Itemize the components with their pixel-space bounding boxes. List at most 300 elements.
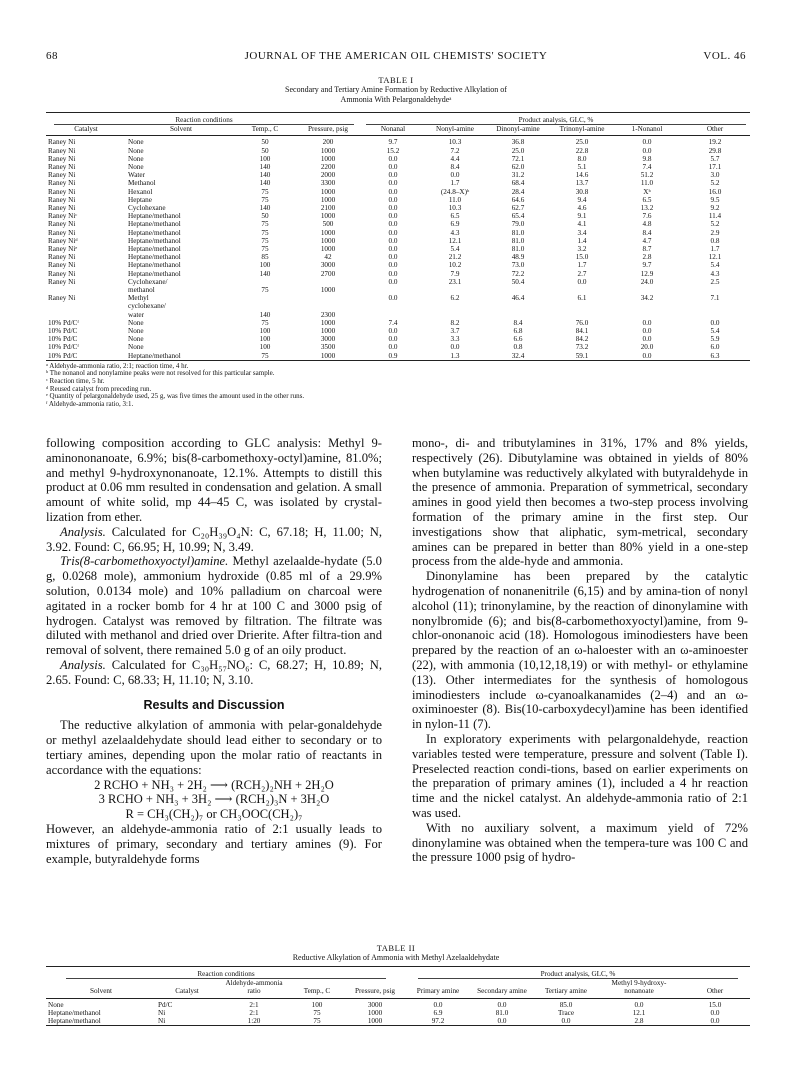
table1-col-header: Dinonyl-amine xyxy=(496,125,540,134)
table-cell xyxy=(236,302,294,310)
table-cell: 100 xyxy=(259,343,271,352)
table-cell: Raney Ni xyxy=(48,220,76,229)
table-cell: 0.0 xyxy=(642,146,652,155)
table1-group-product: Product analysis, GLC, % xyxy=(366,116,746,125)
table-cell: 85.0 xyxy=(559,1000,573,1009)
table-cell: None xyxy=(128,335,144,344)
table-cell: 0.0 xyxy=(388,343,398,352)
table-cell: 73.2 xyxy=(575,343,589,352)
table-cell: 2300 xyxy=(320,310,336,319)
table-cell: 100 xyxy=(259,335,271,344)
table-cell: 75 xyxy=(261,236,269,245)
table-cell: 0.0 xyxy=(470,1017,534,1026)
table-cell: 1000 xyxy=(344,1017,406,1026)
table-cell: 2.5 xyxy=(710,277,720,286)
table-cell: 75 xyxy=(290,1017,344,1026)
table-cell: Ni xyxy=(156,1017,218,1026)
table-row xyxy=(46,335,750,343)
table-cell: Ni xyxy=(158,1008,166,1017)
table-cell: 100 xyxy=(311,1000,323,1009)
table2-col-header: Tertiary amine xyxy=(544,987,587,996)
table-cell: Pd/C xyxy=(158,1000,173,1009)
table-row xyxy=(46,998,750,1009)
table2-col-header: Other xyxy=(706,987,724,996)
table-cell: Methyl xyxy=(128,294,149,303)
table-row xyxy=(46,278,750,286)
right-paragraph-1: mono-, di- and tributylamines in 31%, 17% and 8% yields, respectively (26). Dibutylamine was obtained in yields of 80% when butylamine was reductively alkylated with butyraldehyde in the presence of ammonia. Preparation of symmetrical, secondary amines in good yield then becomes a two-step process involving formation of the primary amine in the first step. Our investigations show that aliphatic, sym-metrical, secondary amines can be prepared in better than 80% yield in a one-step process from the alde-hyde and ammonia. xyxy=(412,436,748,569)
table-cell: 5.2 xyxy=(710,220,720,229)
table-cell: 7.1 xyxy=(710,294,720,303)
table-cell: 10.3 xyxy=(448,138,462,147)
table-cell xyxy=(424,311,486,319)
analysis-label: Analysis. xyxy=(60,524,106,539)
table1-footnotes xyxy=(46,363,750,409)
table1-col-header: Other xyxy=(706,125,724,134)
table1-col-header: Pressure, psig xyxy=(308,125,348,134)
table-cell: 1000 xyxy=(320,146,336,155)
table-cell: 100 xyxy=(259,154,271,163)
table-cell: 65.4 xyxy=(511,212,525,221)
table-cell: Heptane/methanol xyxy=(128,212,181,221)
right-column xyxy=(412,436,748,865)
table-cell: 0.0 xyxy=(433,1000,443,1009)
table-cell: 2100 xyxy=(320,204,336,213)
table-cell: 32.4 xyxy=(486,352,550,361)
table-cell: Heptane/methanol xyxy=(126,352,236,361)
table-cell xyxy=(294,302,362,310)
table-row xyxy=(46,188,750,196)
table-cell xyxy=(680,311,750,319)
analysis-text: Calculated for C₂₀H₃₉O₄N: C, 67.18; H, 11.00; N, 3.92. Found: C, 66.95; H, 10.99; N, 3.49. xyxy=(46,524,382,554)
table-cell: 4.7 xyxy=(642,236,652,245)
table2-caption xyxy=(46,943,746,963)
table-cell: Raney Niᶜ xyxy=(48,212,78,221)
table-cell: None xyxy=(128,327,144,336)
table-cell xyxy=(680,302,750,310)
table-cell: Cyclohexane/ xyxy=(128,277,168,286)
table-cell: 2.8 xyxy=(642,253,652,262)
table-cell: 8.4 xyxy=(513,318,523,327)
table2-caption-text: Reductive Alkylation of Ammonia with Methyl Azelaaldehydate xyxy=(292,953,500,962)
section-heading: Results and Discussion xyxy=(143,697,285,712)
table-cell: 0.0 xyxy=(388,269,398,278)
table-cell: 59.1 xyxy=(550,352,614,361)
table-cell: 200 xyxy=(322,138,334,147)
table-cell: 0.8 xyxy=(513,343,523,352)
table-cell: methanol xyxy=(128,286,155,295)
table-cell: 3.7 xyxy=(450,327,460,336)
table2-body xyxy=(46,998,750,1026)
table-cell: None xyxy=(128,146,144,155)
table-cell: 3.4 xyxy=(577,228,587,237)
table-cell xyxy=(614,311,680,319)
table-cell: 140 xyxy=(259,310,271,319)
table-cell: 0.0 xyxy=(388,228,398,237)
table-cell: 25.0 xyxy=(511,146,525,155)
table-cell: 5.1 xyxy=(577,163,587,172)
table-cell: Raney Ni xyxy=(48,294,76,303)
table1-footnote: ᵇ The nonanol and nonylamine peaks were not resolved for this particular sample. xyxy=(46,369,275,378)
table-cell xyxy=(362,311,424,319)
table-cell: Heptane/methanol xyxy=(128,253,181,262)
table-cell: 5.7 xyxy=(710,154,720,163)
table-cell: 500 xyxy=(322,220,334,229)
table-cell: Raney Niᵈ xyxy=(48,236,78,245)
table-cell: 6.8 xyxy=(513,327,523,336)
table-cell: 1000 xyxy=(320,236,336,245)
table-cell xyxy=(362,286,424,294)
volume-label: VOL. 46 xyxy=(703,50,746,62)
table-cell: 81.0 xyxy=(511,228,525,237)
table-cell: 8.0 xyxy=(577,154,587,163)
table-cell: 2:1 xyxy=(249,1008,259,1017)
table-cell: 64.6 xyxy=(511,195,525,204)
table-cell: 6.5 xyxy=(642,195,652,204)
table1-col-header: Solvent xyxy=(170,125,192,134)
table-cell: Raney Ni xyxy=(48,187,76,196)
table-cell xyxy=(294,278,362,286)
table-cell xyxy=(486,311,550,319)
table-cell: 140 xyxy=(259,179,271,188)
table-cell xyxy=(46,286,126,294)
table-row xyxy=(46,253,750,261)
table-cell: 6.5 xyxy=(450,212,460,221)
table-cell: 1000 xyxy=(320,327,336,336)
table-cell: 1.3 xyxy=(424,352,486,361)
table-cell: 2000 xyxy=(320,171,336,180)
table-cell xyxy=(550,311,614,319)
table-cell: 3.3 xyxy=(450,335,460,344)
table-cell: 0.0 xyxy=(388,195,398,204)
table1-caption-line2: Ammonia With Pelargonaldehydeᵃ xyxy=(340,95,452,104)
table-cell: 9.2 xyxy=(710,204,720,213)
table1-footnote: ᵈ Reused catalyst from preceding run. xyxy=(46,384,152,393)
table2-group-reaction: Reaction conditions xyxy=(66,970,386,979)
table-cell: 0.0 xyxy=(534,1017,598,1026)
table-row xyxy=(46,196,750,204)
table-cell: 3.2 xyxy=(577,245,587,254)
table-cell xyxy=(680,286,750,294)
equation-1: 2 RCHO + NH₃ + 2H₂ ⟶ (RCH₂)₂NH + 2H₂O xyxy=(94,777,334,792)
table-cell: 75 xyxy=(261,187,269,196)
table-cell: 1000 xyxy=(320,318,336,327)
table-cell: 28.4 xyxy=(511,187,525,196)
table-cell: 17.1 xyxy=(708,163,722,172)
table-cell: 1000 xyxy=(320,286,336,295)
table-cell: 50.4 xyxy=(511,277,525,286)
table-cell: 12.1 xyxy=(632,1008,646,1017)
table2-col-header: Catalyst xyxy=(175,987,199,996)
table-cell: Raney Ni xyxy=(48,277,76,286)
table-cell: 7.6 xyxy=(642,212,652,221)
table-cell: 2200 xyxy=(320,163,336,172)
table-cell: 7.4 xyxy=(388,318,398,327)
table-cell: 8.4 xyxy=(642,228,652,237)
table-cell: Heptane/methanol xyxy=(128,220,181,229)
table-cell: 6.1 xyxy=(577,294,587,303)
table2-col-header: Primary amine xyxy=(416,987,460,996)
left-paragraph-3 xyxy=(46,554,382,658)
table-cell: None xyxy=(48,1000,64,1009)
equation-2: 3 RCHO + NH₃ + 3H₂ ⟶ (RCH₂)₃N + 3H₂O xyxy=(98,792,330,807)
table-row xyxy=(46,270,750,278)
table-cell: 1.7 xyxy=(710,245,720,254)
table-cell: 62.0 xyxy=(511,163,525,172)
table-cell xyxy=(424,286,486,294)
table-cell: Raney Ni xyxy=(48,269,76,278)
table-cell: 6.0 xyxy=(710,343,720,352)
table-cell: 9.1 xyxy=(577,212,587,221)
table-cell: 1000 xyxy=(320,212,336,221)
table-cell: 0.0 xyxy=(680,1017,750,1026)
table-cell: water xyxy=(128,310,144,319)
table-cell: 1.7 xyxy=(450,179,460,188)
table-row xyxy=(46,286,750,294)
table-row xyxy=(46,1017,750,1026)
table-cell xyxy=(236,278,294,286)
table1-body xyxy=(46,136,750,360)
table-cell: 20.0 xyxy=(640,343,654,352)
table-cell: Heptane/methanol xyxy=(128,245,181,254)
table-cell: 0.0 xyxy=(388,327,398,336)
table-row xyxy=(46,302,750,310)
table-cell: 15.0 xyxy=(708,1000,722,1009)
table-cell: 97.2 xyxy=(406,1017,470,1026)
table-cell xyxy=(46,311,126,319)
table-cell: 3000 xyxy=(320,261,336,270)
table-row xyxy=(46,237,750,245)
left-paragraph-2 xyxy=(46,525,382,555)
table2-label: TABLE II xyxy=(376,943,416,953)
table-cell: 7.4 xyxy=(642,163,652,172)
table-cell: 4.4 xyxy=(450,154,460,163)
table-row xyxy=(46,319,750,327)
table-cell: Heptane/methanol xyxy=(128,236,181,245)
table1-group-reaction: Reaction conditions xyxy=(54,116,354,125)
table-cell: 5.2 xyxy=(710,179,720,188)
table-cell: Raney Ni xyxy=(48,228,76,237)
table-row xyxy=(46,171,750,179)
table-cell: Heptane xyxy=(128,195,152,204)
table-cell: None xyxy=(128,318,144,327)
table-cell: 10.2 xyxy=(448,261,462,270)
table-cell: 72.1 xyxy=(511,154,525,163)
table-cell: 13.7 xyxy=(575,179,589,188)
analysis-text-2: Calculated for C₃₀H₅₇NO₆: C, 68.27; H, 10.89; N, 2.65. Found: C, 68.33; H, 11.10; N, 3.10. xyxy=(46,657,382,687)
table-cell: 1000 xyxy=(320,245,336,254)
table-cell: 5.4 xyxy=(710,261,720,270)
table-cell: Cyclohexane xyxy=(128,204,166,213)
table-cell: 0.8 xyxy=(710,236,720,245)
table-cell: 0.0 xyxy=(634,1000,644,1009)
table2-col-header: Secondary amine xyxy=(477,987,527,996)
table-cell: Raney Ni xyxy=(48,154,76,163)
table-cell: 0.0 xyxy=(388,179,398,188)
table-cell: 9.4 xyxy=(577,195,587,204)
table-cell: 23.1 xyxy=(448,277,462,286)
table-cell: 2:1 xyxy=(249,1000,259,1009)
table-row xyxy=(46,352,750,361)
table1 xyxy=(46,112,750,408)
table-cell: 84.2 xyxy=(575,335,589,344)
table-cell: Methanol xyxy=(128,179,156,188)
table-cell: 140 xyxy=(259,269,271,278)
table-cell xyxy=(236,294,294,302)
table-row xyxy=(46,245,750,253)
table-cell: Hexanol xyxy=(128,187,153,196)
table-cell: None xyxy=(128,343,144,352)
table-cell: 8.4 xyxy=(450,163,460,172)
table-cell: 10% Pd/Cᶠ xyxy=(48,318,79,327)
table1-footnote: ᵃ Aldehyde-ammonia ratio, 2:1; reaction time, 4 hr. xyxy=(46,361,189,370)
table-cell: 62.7 xyxy=(511,204,525,213)
table-cell: 81.0 xyxy=(511,236,525,245)
table-cell: None xyxy=(128,154,144,163)
table-cell: 0.0 xyxy=(388,277,398,286)
table-cell: 5.9 xyxy=(710,335,720,344)
table-cell: 140 xyxy=(259,204,271,213)
table-cell xyxy=(362,302,424,310)
table-cell: 11.0 xyxy=(640,179,654,188)
table-cell: (24.8–X)ᵇ xyxy=(440,187,470,196)
table-cell: 6.3 xyxy=(680,352,750,361)
table-cell: Raney Niᵉ xyxy=(48,245,78,254)
table-cell: 12.1 xyxy=(448,236,462,245)
table-cell: 12.1 xyxy=(708,253,722,262)
table-cell: 10.3 xyxy=(448,204,462,213)
table-cell: 0.0 xyxy=(710,318,720,327)
table-row xyxy=(46,179,750,187)
table-row xyxy=(46,261,750,269)
table2-col-header: Pressure, psig xyxy=(355,987,395,996)
table-row xyxy=(46,1009,750,1017)
table-cell: 68.4 xyxy=(511,179,525,188)
table-cell: 1000 xyxy=(320,154,336,163)
table-cell: 1000 xyxy=(294,352,362,361)
table-cell: 0.0 xyxy=(388,335,398,344)
table-cell: 46.4 xyxy=(511,294,525,303)
left-column xyxy=(46,436,382,866)
table-cell: 0.0 xyxy=(388,253,398,262)
table-cell: 29.8 xyxy=(708,146,722,155)
table-cell: Raney Ni xyxy=(48,253,76,262)
table-cell: 7.9 xyxy=(450,269,460,278)
table-cell: 4.8 xyxy=(642,220,652,229)
table-cell: 34.2 xyxy=(640,294,654,303)
table-cell: 0.0 xyxy=(710,1008,720,1017)
table-cell: 6.9 xyxy=(433,1008,443,1017)
table-cell: 140 xyxy=(259,171,271,180)
table-cell: 100 xyxy=(259,261,271,270)
table-cell: 50 xyxy=(261,138,269,147)
table-row xyxy=(46,229,750,237)
table-cell: Heptane/methanol xyxy=(128,261,181,270)
left-paragraph-4 xyxy=(46,658,382,688)
table-cell: 75 xyxy=(261,318,269,327)
table-cell: 0.0 xyxy=(642,327,652,336)
table-cell: 75 xyxy=(261,245,269,254)
table-cell: None xyxy=(128,138,144,147)
table-cell: 0.0 xyxy=(388,212,398,221)
table-cell: 0.0 xyxy=(497,1000,507,1009)
table2-col-header: Methyl 9-hydroxy-nonanoate xyxy=(611,979,667,996)
table1-col-header: Trinonyl-amine xyxy=(559,125,605,134)
tris-text: Methyl azelaalde-hydate (5.0 g, 0.0268 mole), ammonium hydroxide (0.85 ml of a 29.9% solution, 0.0134 mole) and 10% palladium on charcoal were agitated in a rocker bomb for 4 hr at 100 C and 3000 psig of hydrogen. Catalyst was removed by filtration. The filtrate was diluted with methanol and dried over Drierite. After filtra-tion and removal of solvent, there remained 5.0 g of an oily product. xyxy=(46,554,382,658)
table1-col-header: Temp., C xyxy=(251,125,279,134)
table-cell: 75 xyxy=(261,228,269,237)
table-cell: 85 xyxy=(261,253,269,262)
table-cell xyxy=(486,286,550,294)
table1-footnote: ᵉ Quantity of pelargonaldehyde used, 25 g, was five times the amount used in the other runs. xyxy=(46,392,305,401)
table-cell: 0.0 xyxy=(642,335,652,344)
table-cell: Raney Ni xyxy=(48,146,76,155)
table-cell: 10% Pd/C xyxy=(48,335,78,344)
table-cell: 3000 xyxy=(320,335,336,344)
table-cell: 75 xyxy=(236,352,294,361)
table-cell: Heptane/methanol xyxy=(46,1017,156,1026)
table1-caption-line1: Secondary and Tertiary Amine Formation by Reductive Alkylation of xyxy=(285,85,507,94)
table-cell: 75 xyxy=(261,286,269,295)
table-cell: 22.8 xyxy=(575,146,589,155)
table-cell: 2.8 xyxy=(598,1017,680,1026)
equation-3: R = CH₃(CH₂)₇ or CH₃OOC(CH₂)₇ xyxy=(125,807,303,822)
table-cell: None xyxy=(128,163,144,172)
table-cell: 140 xyxy=(259,163,271,172)
table-cell: 11.4 xyxy=(708,212,722,221)
tris-label: Tris(8-carbomethoxyoctyl)amine. xyxy=(60,554,229,569)
table-cell: 1.4 xyxy=(577,236,587,245)
table-cell: 21.2 xyxy=(448,253,462,262)
table-cell: 5.4 xyxy=(450,245,460,254)
table-row xyxy=(46,343,750,351)
table-cell xyxy=(46,302,126,310)
table1-caption xyxy=(46,75,746,105)
table-row xyxy=(46,212,750,220)
table-cell: 76.0 xyxy=(575,318,589,327)
table-cell: 3.0 xyxy=(710,171,720,180)
table-cell: 25.0 xyxy=(575,138,589,147)
table-cell: 0.0 xyxy=(450,343,460,352)
table-cell: 75 xyxy=(261,220,269,229)
table-cell: 0.0 xyxy=(614,352,680,361)
table-cell: 4.6 xyxy=(577,204,587,213)
right-paragraph-2: Dinonylamine has been prepared by the catalytic hydrogenation of nonanenitrile (6,15) and by amina-tion of nonyl alcohol (11); trinonylamine, by the reaction of dinonylamine with nonylbromide (6); and bis(8-carbomethoxyoctyl)amine, from 9-chlor-ononanoic acid (18). Homologous iminodiesters have been prepared by the reaction of an ω-haloester with an ω-aminoester (22), with ammonia (10,12,18,19) or with methyl- or ethylamine (13). Other intermediates for the synthesis of homologous iminodiesters include ω-cyanoalkanamides (2–4) and an ω-oximinoester (8). Bis(10-carboxydecyl)amine has been identified in nylon-11 (7). xyxy=(412,569,748,732)
journal-title: JOURNAL OF THE AMERICAN OIL CHEMISTS' SOCIETY xyxy=(244,50,548,62)
table-row xyxy=(46,220,750,228)
page-number: 68 xyxy=(46,50,58,62)
table-cell: 8.2 xyxy=(450,318,460,327)
table-cell: 3500 xyxy=(320,343,336,352)
table-cell: 51.2 xyxy=(640,171,654,180)
table-cell: 0.0 xyxy=(450,171,460,180)
table-cell: 0.0 xyxy=(388,294,398,303)
table-cell: Heptane/methanol xyxy=(128,228,181,237)
left-paragraph-6: However, an aldehyde-ammonia ratio of 2:1 usually leads to mixtures of primary, secondary and tertiary amines (9). For example, butyraldehyde forms xyxy=(46,821,382,866)
table-cell: 14.6 xyxy=(575,171,589,180)
table-cell: 75 xyxy=(313,1008,321,1017)
table-cell: 1000 xyxy=(320,187,336,196)
table-cell: 10% Pd/Cᶠ xyxy=(48,343,79,352)
table-cell: Heptane/methanol xyxy=(128,269,181,278)
table-cell xyxy=(424,302,486,310)
table-cell: 6.6 xyxy=(513,335,523,344)
table-cell xyxy=(550,302,614,310)
table-cell xyxy=(614,302,680,310)
table-cell: 2.7 xyxy=(577,269,587,278)
table-cell: 31.2 xyxy=(511,171,525,180)
table-cell: 1:20 xyxy=(218,1017,290,1026)
table-cell: 12.9 xyxy=(640,269,654,278)
